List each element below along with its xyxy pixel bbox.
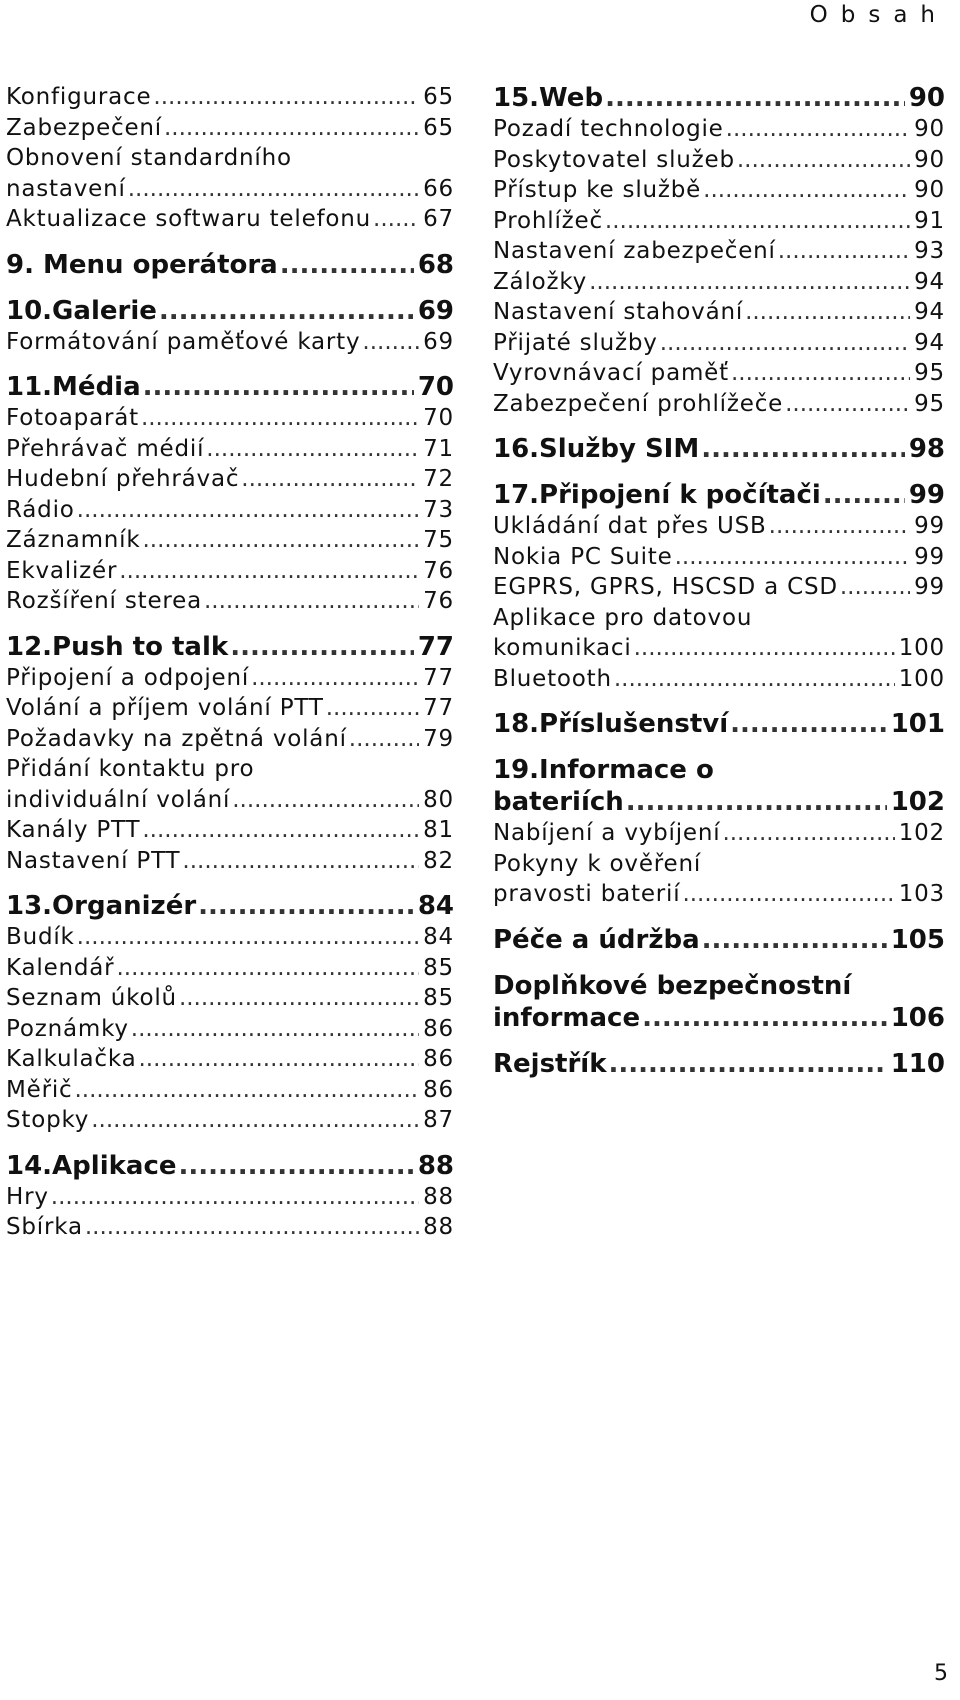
- leader-dots: [726, 114, 910, 145]
- toc-section-page: 68: [417, 249, 454, 280]
- toc-entry-page: 88: [423, 1183, 454, 1210]
- toc-entry[interactable]: [493, 542, 945, 573]
- toc-entry-page: 100: [898, 635, 945, 661]
- toc-entry[interactable]: [6, 1075, 454, 1106]
- toc-section[interactable]: [493, 1048, 945, 1080]
- leader-dots: [737, 145, 910, 176]
- toc-entry-label: Bluetooth: [493, 665, 612, 692]
- leader-dots: [128, 174, 419, 205]
- toc-section[interactable]: [493, 433, 945, 465]
- toc-entry[interactable]: [6, 1014, 454, 1045]
- toc-entry-label: Volání a příjem volání PTT: [6, 695, 324, 721]
- page-header-title: Obsah: [809, 2, 948, 28]
- leader-dots: [785, 389, 910, 420]
- toc-section-label: 14.Aplikace: [6, 1150, 177, 1181]
- toc-entry-label: Poznámky: [6, 1015, 129, 1042]
- toc-entry-page: 86: [423, 1046, 454, 1072]
- toc-entry-page: 84: [423, 924, 454, 950]
- leader-dots: [745, 297, 910, 328]
- leader-dots: [703, 175, 910, 206]
- leader-dots: [131, 1014, 419, 1045]
- toc-entry[interactable]: [493, 206, 945, 237]
- leader-dots: [164, 113, 419, 144]
- leader-dots: [675, 542, 911, 573]
- toc-entry-label: Měřič: [6, 1076, 73, 1103]
- toc-section-page: 98: [908, 434, 945, 464]
- toc-entry-page: 65: [423, 114, 454, 141]
- toc-entry[interactable]: [6, 327, 454, 358]
- leader-dots: [143, 525, 420, 556]
- leader-dots: [349, 724, 419, 755]
- toc-entry-page: 73: [423, 496, 454, 523]
- toc-entry[interactable]: [6, 663, 454, 694]
- leader-dots: [589, 267, 910, 298]
- leader-dots: [77, 922, 419, 953]
- leader-dots: [159, 295, 414, 327]
- toc-entry[interactable]: [493, 328, 945, 359]
- leader-dots: [251, 663, 419, 694]
- leader-dots: [230, 631, 414, 663]
- leader-dots: [840, 572, 910, 603]
- leader-dots: [731, 358, 910, 389]
- toc-section-page: 102: [890, 787, 945, 817]
- toc-entry-label: Hudební přehrávač: [6, 466, 240, 492]
- toc-entry-label: Poskytovatel služeb: [493, 146, 735, 173]
- leader-dots: [823, 479, 905, 511]
- toc-section[interactable]: [6, 295, 454, 327]
- toc-entry-page: 90: [914, 116, 945, 142]
- toc-entry-page: 95: [914, 360, 945, 386]
- leader-dots: [75, 1075, 420, 1106]
- toc-entry-page: 80: [423, 786, 454, 813]
- toc-entry-page: 66: [423, 175, 454, 202]
- toc-entry[interactable]: [6, 724, 454, 755]
- toc-section-label: informace: [493, 1002, 641, 1033]
- toc-entry-page: 85: [423, 954, 454, 981]
- toc-entry[interactable]: [493, 879, 945, 910]
- toc-entry-page: 70: [423, 405, 454, 431]
- toc-section-label: 17.Připojení k počítači: [493, 480, 821, 510]
- leader-dots: [51, 1182, 419, 1213]
- leader-dots: [605, 82, 905, 114]
- toc-section[interactable]: [493, 82, 945, 114]
- leader-dots: [614, 664, 895, 695]
- toc-entry[interactable]: [6, 204, 454, 235]
- toc-section-label: bateriích: [493, 787, 624, 817]
- toc-entry-page: 86: [423, 1015, 454, 1042]
- toc-entry[interactable]: [6, 846, 454, 877]
- toc-entry[interactable]: [6, 815, 454, 846]
- leader-dots: [206, 434, 419, 465]
- leader-dots: [634, 633, 895, 664]
- toc-entry-page: 69: [423, 328, 454, 355]
- toc-section-label: Rejstřík: [493, 1048, 607, 1079]
- toc-entry-page: 79: [423, 725, 454, 752]
- toc-entry-label: Nastavení PTT: [6, 847, 181, 874]
- leader-dots: [701, 433, 905, 465]
- toc-entry[interactable]: [6, 785, 454, 816]
- toc-section-page: 90: [908, 83, 945, 113]
- leader-dots: [179, 983, 419, 1014]
- toc-section-page: 77: [417, 631, 454, 662]
- toc-entry-label: Konfigurace: [6, 84, 152, 110]
- toc-section[interactable]: [493, 479, 945, 511]
- toc-entry-label: nastavení: [6, 175, 126, 202]
- toc-section[interactable]: [493, 1002, 945, 1034]
- toc-section-page: 105: [890, 924, 945, 955]
- toc-entry[interactable]: [6, 1182, 454, 1213]
- toc-entry[interactable]: [6, 495, 454, 526]
- toc-section-label-line1[interactable]: Doplňkové bezpečnostní: [493, 970, 852, 1001]
- toc-entry[interactable]: [6, 434, 454, 465]
- toc-entry[interactable]: [6, 1105, 454, 1136]
- leader-dots: [609, 1048, 887, 1080]
- toc-entry[interactable]: [493, 114, 945, 145]
- toc-entry-page: 77: [423, 695, 454, 721]
- leader-dots: [769, 511, 910, 542]
- toc-section[interactable]: [493, 708, 945, 740]
- toc-entry[interactable]: [6, 556, 454, 587]
- leader-dots: [730, 708, 887, 740]
- toc-entry[interactable]: [493, 633, 945, 664]
- toc-entry[interactable]: [493, 511, 945, 542]
- toc-entry-page: 72: [423, 466, 454, 492]
- toc-entry-page: 99: [914, 574, 945, 600]
- toc-entry[interactable]: [6, 1212, 454, 1243]
- toc-section-label: 18.Příslušenství: [493, 709, 729, 739]
- toc-entry-page: 82: [423, 847, 454, 874]
- leader-dots: [241, 464, 419, 495]
- toc-entry-label: EGPRS, GPRS, HSCSD a CSD: [493, 574, 838, 600]
- toc-entry-page: 81: [423, 817, 454, 843]
- toc-entry-label: Aktualizace softwaru telefonu: [6, 206, 372, 232]
- leader-dots: [682, 879, 894, 910]
- toc-entry-page: 94: [914, 329, 945, 356]
- toc-entry-label: Kalkulačka: [6, 1046, 137, 1072]
- toc-entry-label: Přístup ke službě: [493, 177, 702, 203]
- leader-dots: [660, 328, 910, 359]
- toc-entry-label: Rádio: [6, 496, 75, 523]
- toc-entry-page: 76: [423, 588, 454, 614]
- toc-entry-label-line1[interactable]: Obnovení standardního: [6, 145, 292, 171]
- toc-entry-label: Nabíjení a vybíjení: [493, 820, 721, 846]
- toc-section-page: 99: [908, 480, 945, 510]
- toc-section[interactable]: [6, 1150, 454, 1182]
- toc-entry-label: Kalendář: [6, 954, 115, 981]
- toc-entry-label: Záložky: [493, 268, 588, 295]
- toc-entry-page: 76: [423, 557, 454, 584]
- toc-entry-label: Hry: [6, 1183, 49, 1210]
- leader-dots: [179, 1150, 414, 1182]
- toc-entry-label: Fotoaparát: [6, 405, 139, 431]
- toc-entry[interactable]: [6, 464, 454, 495]
- toc-entry[interactable]: [6, 525, 454, 556]
- toc-entry[interactable]: [493, 175, 945, 206]
- leader-dots: [116, 953, 419, 984]
- toc-entry[interactable]: [6, 1044, 454, 1075]
- leader-dots: [326, 693, 419, 724]
- leader-dots: [605, 206, 910, 237]
- toc-entry-label: Záznamník: [6, 527, 141, 553]
- toc-entry[interactable]: [6, 174, 454, 205]
- toc-section[interactable]: [493, 786, 945, 818]
- leader-dots: [280, 249, 414, 281]
- toc-entry-page: 86: [423, 1076, 454, 1103]
- toc-entry-page: 95: [914, 390, 945, 417]
- toc-section-page: 88: [417, 1150, 454, 1181]
- toc-entry[interactable]: [493, 358, 945, 389]
- toc-entry-page: 85: [423, 985, 454, 1011]
- toc-entry[interactable]: [6, 403, 454, 434]
- toc-entry-label: Přijaté služby: [493, 329, 658, 356]
- toc-entry-page: 88: [423, 1214, 454, 1240]
- toc-entry[interactable]: [6, 922, 454, 953]
- toc-section-page: 70: [417, 372, 454, 402]
- toc-entry[interactable]: [6, 983, 454, 1014]
- toc-entry[interactable]: [493, 664, 945, 695]
- toc-entry-page: 67: [423, 206, 454, 232]
- leader-dots: [143, 371, 414, 403]
- toc-section-label: 12.Push to talk: [6, 631, 229, 662]
- toc-entry[interactable]: [493, 267, 945, 298]
- toc-entry-label: Přehrávač médií: [6, 435, 205, 462]
- toc-entry-page: 90: [914, 177, 945, 203]
- toc-section-label-line1[interactable]: 19.Informace o: [493, 755, 714, 785]
- leader-dots: [91, 1105, 419, 1136]
- toc-section-page: 84: [417, 891, 454, 921]
- toc-entry[interactable]: [6, 82, 454, 113]
- toc-entry-label: Nokia PC Suite: [493, 543, 673, 570]
- toc-entry-label-line1[interactable]: Pokyny k ověření: [493, 850, 702, 877]
- toc-entry-page: 87: [423, 1107, 454, 1133]
- toc-entry-label-line1[interactable]: Aplikace pro datovou: [493, 604, 753, 631]
- toc-entry-label: komunikaci: [493, 635, 632, 661]
- toc-entry-label: Sbírka: [6, 1214, 83, 1240]
- leader-dots: [232, 785, 419, 816]
- toc-entry-page: 91: [914, 207, 945, 234]
- toc-entry[interactable]: [493, 572, 945, 603]
- toc-section[interactable]: [6, 631, 454, 663]
- toc-entry-page: 99: [914, 513, 945, 539]
- toc-entry-page: 94: [914, 299, 945, 325]
- toc-entry-label-line1[interactable]: Přidání kontaktu pro: [6, 756, 255, 782]
- leader-dots: [204, 586, 419, 617]
- toc-section-page: 69: [417, 295, 454, 326]
- toc-section-page: 101: [890, 709, 945, 739]
- toc-section-page: 106: [890, 1002, 945, 1033]
- toc-entry-label: Prohlížeč: [493, 207, 603, 234]
- toc-entry-label: Pozadí technologie: [493, 116, 724, 142]
- toc-entry[interactable]: [6, 693, 454, 724]
- toc-entry-label: Nastavení stahování: [493, 299, 744, 325]
- toc-entry-label: Ukládání dat přes USB: [493, 513, 767, 539]
- toc-entry-label: Zabezpečení prohlížeče: [493, 390, 784, 417]
- toc-entry-label: Seznam úkolů: [6, 985, 177, 1011]
- toc-section-label: 11.Média: [6, 372, 141, 402]
- toc-entry-page: 75: [423, 527, 454, 553]
- leader-dots: [778, 236, 910, 267]
- toc-entry-page: 102: [898, 820, 945, 846]
- toc-entry-page: 103: [898, 881, 945, 907]
- toc-section-label: 15.Web: [493, 83, 604, 113]
- toc-entry-label: Zabezpečení: [6, 114, 162, 141]
- toc-entry[interactable]: [6, 586, 454, 617]
- leader-dots: [77, 495, 419, 526]
- leader-dots: [626, 786, 887, 818]
- toc-entry-page: 94: [914, 268, 945, 295]
- toc-entry-page: 100: [898, 665, 945, 692]
- page-number: 5: [934, 1661, 948, 1686]
- toc-entry[interactable]: [6, 953, 454, 984]
- leader-dots: [153, 82, 419, 113]
- toc-section-label: 9. Menu operátora: [6, 249, 278, 280]
- toc-entry-label: Stopky: [6, 1107, 90, 1133]
- toc-entry-label: Požadavky na zpětná volání: [6, 725, 347, 752]
- toc-section[interactable]: [6, 371, 454, 403]
- toc-section-label: 16.Služby SIM: [493, 434, 700, 464]
- toc-entry-label: Rozšíření sterea: [6, 588, 202, 614]
- toc-section[interactable]: [493, 924, 945, 956]
- toc-entry-label: Ekvalizér: [6, 557, 118, 584]
- toc-entry[interactable]: [493, 145, 945, 176]
- toc-left-column: [6, 82, 454, 1243]
- toc-section[interactable]: [6, 890, 454, 922]
- toc-entry-page: 71: [423, 435, 454, 462]
- toc-entry-page: 93: [914, 238, 945, 264]
- toc-section-label: 13.Organizér: [6, 891, 197, 921]
- toc-right-column: [493, 82, 945, 1080]
- toc-entry-label: Nastavení zabezpečení: [493, 238, 776, 264]
- leader-dots: [722, 818, 894, 849]
- toc-entry[interactable]: [493, 236, 945, 267]
- toc-entry-page: 90: [914, 146, 945, 173]
- leader-dots: [702, 924, 887, 956]
- toc-entry-page: 77: [423, 664, 454, 691]
- leader-dots: [139, 1044, 420, 1075]
- toc-section[interactable]: [6, 249, 454, 281]
- leader-dots: [362, 327, 419, 358]
- toc-entry-label: Kanály PTT: [6, 817, 141, 843]
- toc-entry[interactable]: [493, 297, 945, 328]
- toc-entry-label: Vyrovnávací paměť: [493, 360, 729, 386]
- leader-dots: [119, 556, 419, 587]
- toc-entry-label: Budík: [6, 924, 75, 950]
- toc-section-label: Péče a údržba: [493, 924, 700, 955]
- leader-dots: [142, 815, 419, 846]
- leader-dots: [182, 846, 419, 877]
- leader-dots: [642, 1002, 887, 1034]
- toc-entry-label: Připojení a odpojení: [6, 664, 250, 691]
- toc-entry-page: 99: [914, 543, 945, 570]
- toc-entry-label: Formátování paměťové karty: [6, 328, 361, 355]
- toc-entry[interactable]: [493, 818, 945, 849]
- toc-entry[interactable]: [493, 389, 945, 420]
- leader-dots: [141, 403, 419, 434]
- leader-dots: [198, 890, 414, 922]
- toc-entry-label: pravosti baterií: [493, 881, 681, 907]
- toc-entry-label: individuální volání: [6, 786, 231, 813]
- toc-entry-page: 65: [423, 84, 454, 110]
- leader-dots: [85, 1212, 419, 1243]
- toc-section-label: 10.Galerie: [6, 295, 157, 326]
- toc-section-page: 110: [890, 1048, 945, 1079]
- toc-entry[interactable]: [6, 113, 454, 144]
- leader-dots: [373, 204, 419, 235]
